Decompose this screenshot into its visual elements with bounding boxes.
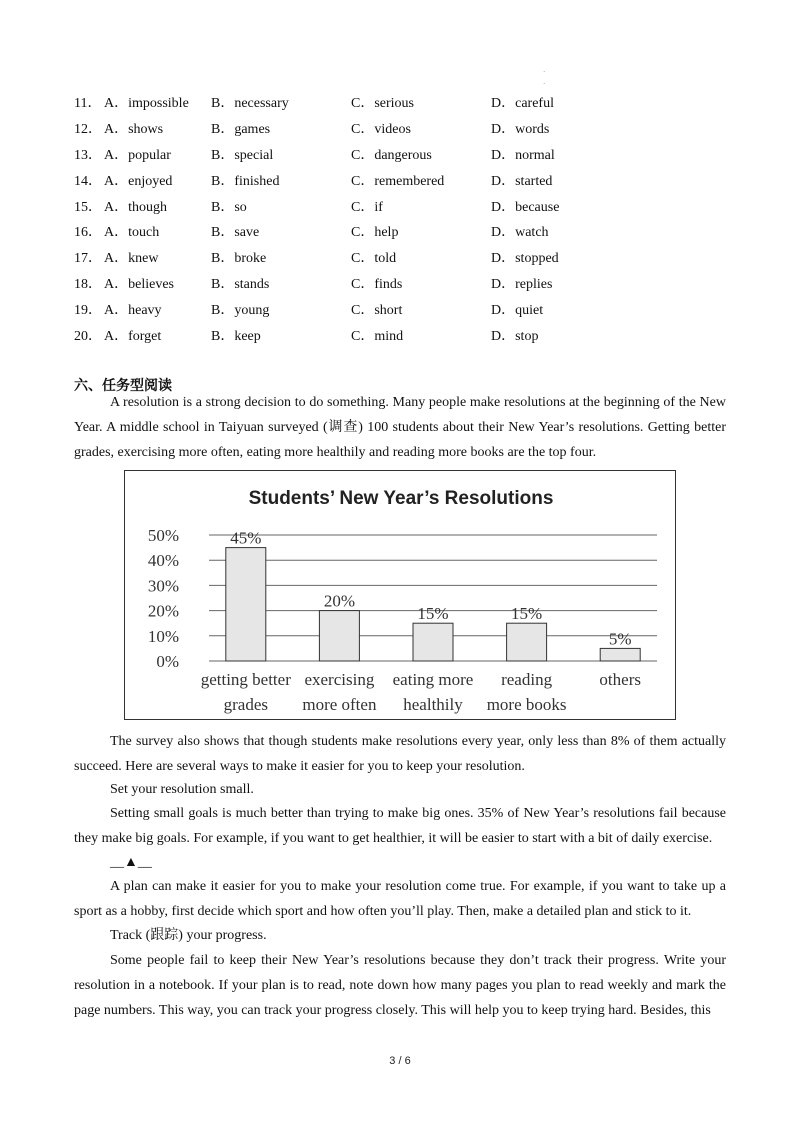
options-table bbox=[74, 93, 754, 352]
question-number: 20． bbox=[74, 329, 102, 345]
option-c: C．dangerous bbox=[351, 147, 432, 163]
intro-paragraph: A resolution is a strong decision to do something. Many people make resolutions at the beginning of the New Year. A middle school in Taiyuan surveyed (调查) 100 students about their New Year’s resolutions. Getting better grades, exercising more often, eating more healthily and reading more books are the top four. bbox=[74, 395, 726, 460]
option-b: B．keep bbox=[211, 329, 261, 345]
option-b: B．stands bbox=[211, 277, 270, 293]
option-d: D．words bbox=[491, 121, 550, 137]
resolutions-chart bbox=[124, 470, 676, 720]
option-a: A．believes bbox=[104, 277, 174, 293]
option-a: A．though bbox=[104, 199, 167, 215]
option-row bbox=[74, 93, 754, 119]
option-a: A．heavy bbox=[104, 303, 162, 319]
option-a: A．enjoyed bbox=[104, 173, 173, 189]
answer-blank: __▲__ bbox=[110, 855, 152, 870]
y-tick-label: 20% bbox=[147, 601, 179, 621]
option-d: D．stopped bbox=[491, 251, 559, 267]
option-row bbox=[74, 119, 754, 145]
question-number: 11． bbox=[74, 96, 102, 111]
page-number: 3 / 6 bbox=[389, 1055, 411, 1067]
track-paragraph: Some people fail to keep their New Year’s resolutions because they don’t track their progress. Write your resolution in a notebook. If your plan is to read, note down how many pages you plan to read weekly and mark the page numbers. This way, you can track your progress closely. This will help you to keep trying hard. Besides, this bbox=[74, 953, 726, 1018]
option-c: C．serious bbox=[351, 96, 414, 111]
option-row bbox=[74, 171, 754, 197]
option-c: C．videos bbox=[351, 121, 411, 137]
x-tick-label: eating more bbox=[392, 670, 474, 689]
question-number: 17． bbox=[74, 251, 102, 267]
option-c: C．remembered bbox=[351, 173, 445, 189]
option-a: A．impossible bbox=[104, 96, 189, 111]
y-tick-label: 0% bbox=[156, 652, 179, 671]
bar-value-label: 20% bbox=[323, 591, 355, 611]
option-b: B．young bbox=[211, 303, 270, 319]
option-row bbox=[74, 274, 754, 300]
option-row bbox=[74, 197, 754, 223]
bar-value-label: 5% bbox=[608, 629, 632, 649]
plan-paragraph: A plan can make it easier for you to make your resolution come true. For example, if you want to take up a sport as a hobby, first decide which sport and how often you’ll play. Then, make a detailed plan and stick to it. bbox=[74, 879, 726, 919]
option-c: C．help bbox=[351, 225, 399, 241]
option-c: C．mind bbox=[351, 329, 404, 345]
option-d: D．replies bbox=[491, 277, 553, 293]
option-b: B．so bbox=[211, 199, 247, 215]
bar-value-label: 15% bbox=[417, 604, 449, 624]
y-tick-label: 10% bbox=[147, 626, 179, 646]
x-tick-label: healthily bbox=[403, 695, 463, 714]
bar-value-label: 15% bbox=[511, 604, 543, 624]
x-tick-label: others bbox=[599, 670, 641, 689]
option-row bbox=[74, 326, 754, 352]
bar bbox=[226, 548, 266, 661]
option-row bbox=[74, 300, 754, 326]
bar bbox=[319, 611, 359, 661]
x-tick-label: getting better bbox=[200, 670, 291, 689]
header-mark: · bbox=[543, 68, 546, 76]
option-d: D．normal bbox=[491, 147, 555, 163]
option-a: A．touch bbox=[104, 225, 160, 241]
option-d: D．because bbox=[491, 199, 560, 215]
option-b: B．special bbox=[211, 147, 274, 163]
question-number: 18． bbox=[74, 277, 102, 293]
chart-svg bbox=[125, 471, 677, 721]
question-number: 19． bbox=[74, 303, 102, 319]
option-a: A．popular bbox=[104, 147, 171, 163]
option-b: B．games bbox=[211, 121, 271, 137]
bar bbox=[600, 648, 640, 661]
option-c: C．if bbox=[351, 199, 383, 215]
option-row bbox=[74, 145, 754, 171]
question-number: 15． bbox=[74, 199, 102, 215]
section-title: 六、任务型阅读 bbox=[74, 378, 172, 394]
option-d: D．stop bbox=[491, 329, 539, 345]
chart-title: Students’ New Year’s Resolutions bbox=[248, 488, 554, 509]
x-tick-label: more books bbox=[486, 695, 567, 714]
option-b: B．broke bbox=[211, 251, 267, 267]
y-tick-label: 50% bbox=[147, 526, 179, 545]
x-tick-label: grades bbox=[223, 695, 268, 714]
bar bbox=[507, 623, 547, 661]
x-tick-label: reading bbox=[501, 670, 553, 689]
bar bbox=[413, 623, 453, 661]
y-tick-label: 40% bbox=[147, 551, 179, 571]
header-mark: · bbox=[543, 80, 546, 88]
x-tick-label: exercising bbox=[304, 670, 375, 689]
option-row bbox=[74, 222, 754, 248]
option-b: B．finished bbox=[211, 173, 280, 189]
option-c: C．finds bbox=[351, 277, 403, 293]
question-number: 12． bbox=[74, 121, 102, 137]
option-c: C．told bbox=[351, 251, 397, 267]
question-number: 13． bbox=[74, 147, 102, 163]
header-marks bbox=[543, 66, 545, 90]
y-tick-label: 30% bbox=[147, 576, 179, 596]
option-d: D．started bbox=[491, 173, 553, 189]
survey-paragraph: The survey also shows that though students make resolutions every year, only less than 8% of them actually succeed. Here are several ways to make it easier for you to keep your resolution. bbox=[74, 734, 726, 774]
option-b: B．necessary bbox=[211, 96, 289, 111]
option-d: D．quiet bbox=[491, 303, 544, 319]
option-a: A．forget bbox=[104, 329, 162, 345]
option-row bbox=[74, 248, 754, 274]
option-c: C．short bbox=[351, 303, 403, 319]
option-d: D．careful bbox=[491, 96, 554, 111]
x-tick-label: more often bbox=[302, 695, 377, 714]
option-d: D．watch bbox=[491, 225, 549, 241]
question-number: 16． bbox=[74, 225, 102, 241]
small-goals-paragraph: Setting small goals is much better than trying to make big ones. 35% of New Year’s resolutions fail because they make big goals. For example, if you want to get healthier, it will be easier to start with a bit of daily exercise. bbox=[74, 806, 726, 846]
option-a: A．shows bbox=[104, 121, 164, 137]
question-number: 14． bbox=[74, 173, 102, 189]
option-a: A．knew bbox=[104, 251, 159, 267]
bar-value-label: 45% bbox=[230, 528, 262, 548]
option-b: B．save bbox=[211, 225, 260, 241]
heading-track: Track (跟踪) your progress. bbox=[110, 928, 267, 943]
heading-set-small: Set your resolution small. bbox=[110, 782, 254, 797]
